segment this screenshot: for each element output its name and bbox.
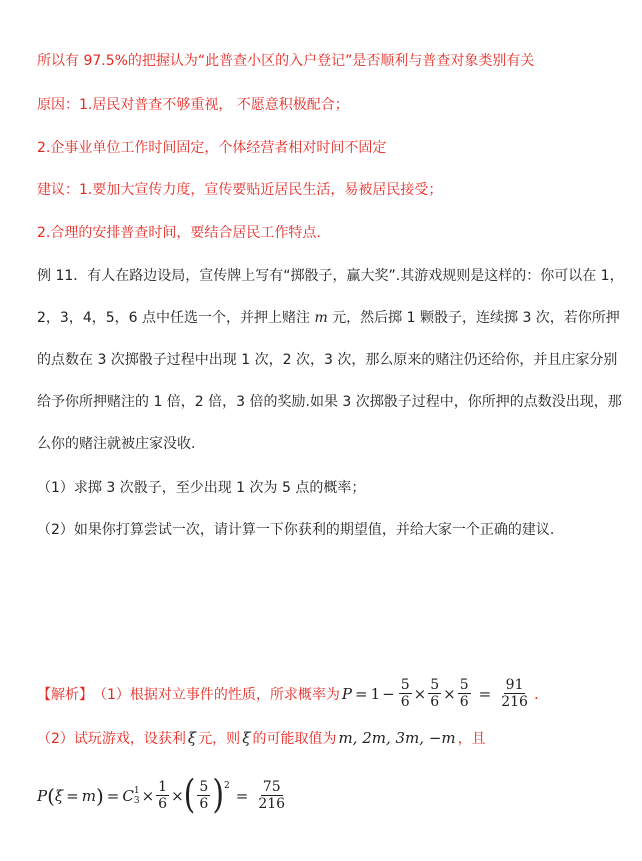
possible-values: m, 2m, 3m, −m — [338, 729, 456, 747]
xi-symbol: ξ — [54, 786, 64, 805]
example-line-3: 的点数在 3 次掷骰子过程中出现 1 次，2 次，3 次，那么原来的赌注仍还给你，并且庄家分别 — [37, 352, 618, 368]
equals-sign: = — [355, 684, 368, 703]
analysis-part-2 — [37, 728, 486, 748]
equals-sign: = — [235, 786, 249, 805]
times-sign: × — [141, 786, 155, 805]
result-fraction-2: $\frac{75}{216}$ — [258, 779, 286, 812]
conclusion-line: 所以有 97.5%的把握认为“此普查小区的入户登记”是否顺利与普查对象类别有关 — [37, 53, 535, 69]
example-line-2-text-b: 元，然后掷 1 颗骰子，连续掷 3 次，若你所押 — [332, 310, 620, 326]
fraction-5-6: $\frac{5}{6}$ — [199, 779, 209, 812]
reason-line-1: 原因：1.居民对普查不够重视， 不愿意积极配合； — [37, 97, 349, 113]
example-line-1: 例 11．有人在路边设局，宣传牌上写有“掷骰子，赢大奖”.其游戏规则是这样的：你可以在 1， — [37, 268, 624, 284]
analysis-part-2-mid1: 元，则 — [198, 731, 241, 747]
example-line-4: 给予你所押赌注的 1 倍，2 倍，3 倍的奖励.如果 3 次掷骰子过程中，你所押的点数没出现，那 — [37, 394, 622, 410]
result-fraction-1: $\frac{91}{216}$ — [501, 677, 528, 710]
right-big-paren: ) — [212, 772, 225, 818]
combination-symbol: C — [122, 786, 134, 805]
analysis-part-2-text: （2）试玩游戏，设获利 — [37, 731, 186, 747]
equals-sign: = — [66, 786, 79, 805]
probability-symbol: P — [37, 786, 48, 805]
left-big-paren: ( — [183, 772, 196, 818]
analysis-part-1 — [37, 677, 539, 710]
stake-variable: m — [314, 310, 328, 326]
suggestion-line-1: 建议：1.要加大宣传力度，宣传要贴近居民生活，易被居民接受； — [37, 182, 443, 198]
right-paren: ) — [95, 783, 104, 808]
minus-sign: − — [382, 684, 395, 703]
equals-sign: = — [106, 786, 120, 805]
times-sign: × — [443, 684, 456, 703]
combination-indices: 1 3 — [133, 785, 140, 806]
analysis-part-2-mid2: 的可能取值为 — [252, 731, 337, 747]
exponent: 2 — [224, 781, 230, 791]
reason-line-2: 2.企事业单位工作时间固定，个体经营者相对时间不固定 — [37, 140, 387, 156]
m-variable: m — [81, 786, 96, 805]
suggestion-line-2: 2.合理的安排普查时间，要结合居民工作特点. — [37, 225, 321, 241]
probability-equation-xi-m — [37, 772, 289, 818]
question-2: （2）如果你打算尝试一次，请计算一下你获利的期望值，并给大家一个正确的建议. — [37, 522, 555, 538]
example-line-2-text-a: 2，3，4，5，6 点中任选一个，并押上赌注 — [37, 310, 310, 326]
example-line-5: 么你的赌注就被庄家没收. — [37, 436, 196, 452]
question-1: （1）求掷 3 次骰子，至少出现 1 次为 5 点的概率； — [37, 480, 366, 496]
fraction-5-6-a: $\frac{5}{6}$ — [400, 677, 410, 710]
one-value: 1 — [370, 684, 381, 703]
left-paren: ( — [47, 783, 55, 808]
analysis-tag: 【解析】 — [37, 686, 93, 703]
times-sign: × — [171, 786, 184, 805]
fraction-1-6: $\frac{1}{6}$ — [158, 779, 168, 812]
fraction-5-6-b: $\frac{5}{6}$ — [430, 677, 440, 710]
times-sign: × — [413, 684, 427, 703]
xi-symbol: ξ — [242, 729, 251, 747]
analysis-part-2-end: ，且 — [457, 731, 486, 747]
fraction-5-6-c: $\frac{5}{6}$ — [459, 677, 469, 710]
xi-symbol: ξ — [187, 729, 197, 747]
probability-symbol: P — [341, 684, 352, 703]
example-line-2 — [37, 308, 620, 328]
period: . — [533, 684, 539, 703]
equals-sign: = — [478, 684, 492, 703]
analysis-part-1-text: （1）根据对立事件的性质，所求概率为 — [93, 686, 340, 703]
